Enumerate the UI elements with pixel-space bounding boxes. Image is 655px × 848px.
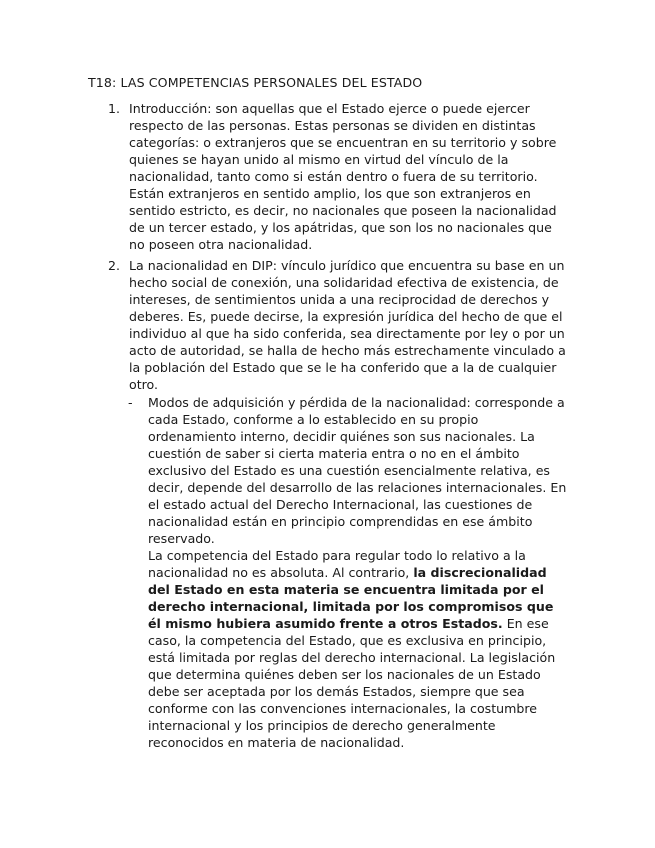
list-text: La nacionalidad en DIP: vínculo jurídico que encuentra su base en un hecho social de conexión, una solidaridad efectiva de existencia, de intereses, de sentimientos unida a una reciprocidad de derechos y deberes. Es, puede decirse, la expresión jurídica del hecho de que el individuo al que ha sido conferida, sea directamente por ley o por un acto de autoridad, se halla de hecho más estrechamente vinculado a la población del Estado que se le ha conferido que a la de cualquier otro. <box>129 258 566 392</box>
paragraph-bold-text: la discrecionalidad del Estado en esta materia se encuentra limitada por el derecho internacional, limitada por los compromisos que él mismo hubiera asumido frente a otros Estados. <box>148 565 554 631</box>
list-text: Introducción: son aquellas que el Estado ejerce o puede ejercer respecto de las personas. Estas personas se dividen en distintas categorías: o extranjeros que se encuentran en su territorio y sobre quienes se hayan unido al mismo en virtud del vínculo de la nacionalidad, tanto como si están dentro o fuera de su territorio. Están extranjeros en sentido amplio, los que son extranjeros en sentido estricto, es decir, no nacionales que poseen la nacionalidad de un tercer estado, y los apátridas, que son los no nacionales que no poseen otra nacionalidad. <box>129 101 557 252</box>
document-title: T18: LAS COMPETENCIAS PERSONALES DEL ESTADO <box>88 75 423 90</box>
paragraph <box>148 547 568 751</box>
list-number: 1. <box>108 101 121 116</box>
list-number: 2. <box>108 258 121 273</box>
paragraph-text: La competencia del Estado para regular todo lo relativo a la nacionalidad no es absoluta. Al contrario, <box>148 548 526 580</box>
sub-list-text: Modos de adquisición y pérdida de la nacionalidad: corresponde a cada Estado, conforme a lo establecido en su propio ordenamiento interno, decidir quiénes son sus nacionales. La cuestión de saber si cierta materia entra o no en el ámbito exclusivo del Estado es una cuestión esencialmente relativa, es decir, depende del desarrollo de las relaciones internacionales. En el estado actual del Derecho Internacional, las cuestiones de nacionalidad están en principio comprendidas en ese ámbito reservado. <box>148 395 567 546</box>
bullet-dash: - <box>128 395 133 410</box>
paragraph-text: En ese caso, la competencia del Estado, que es exclusiva en principio, está limitada por reglas del derecho internacional. La legislación que determina quiénes deben ser los nacionales de un Estado debe ser aceptada por los demás Estados, siempre que sea conforme con las convenciones internacionales, la costumbre internacional y los principios de derecho generalmente reconocidos en materia de nacionalidad. <box>148 616 556 750</box>
